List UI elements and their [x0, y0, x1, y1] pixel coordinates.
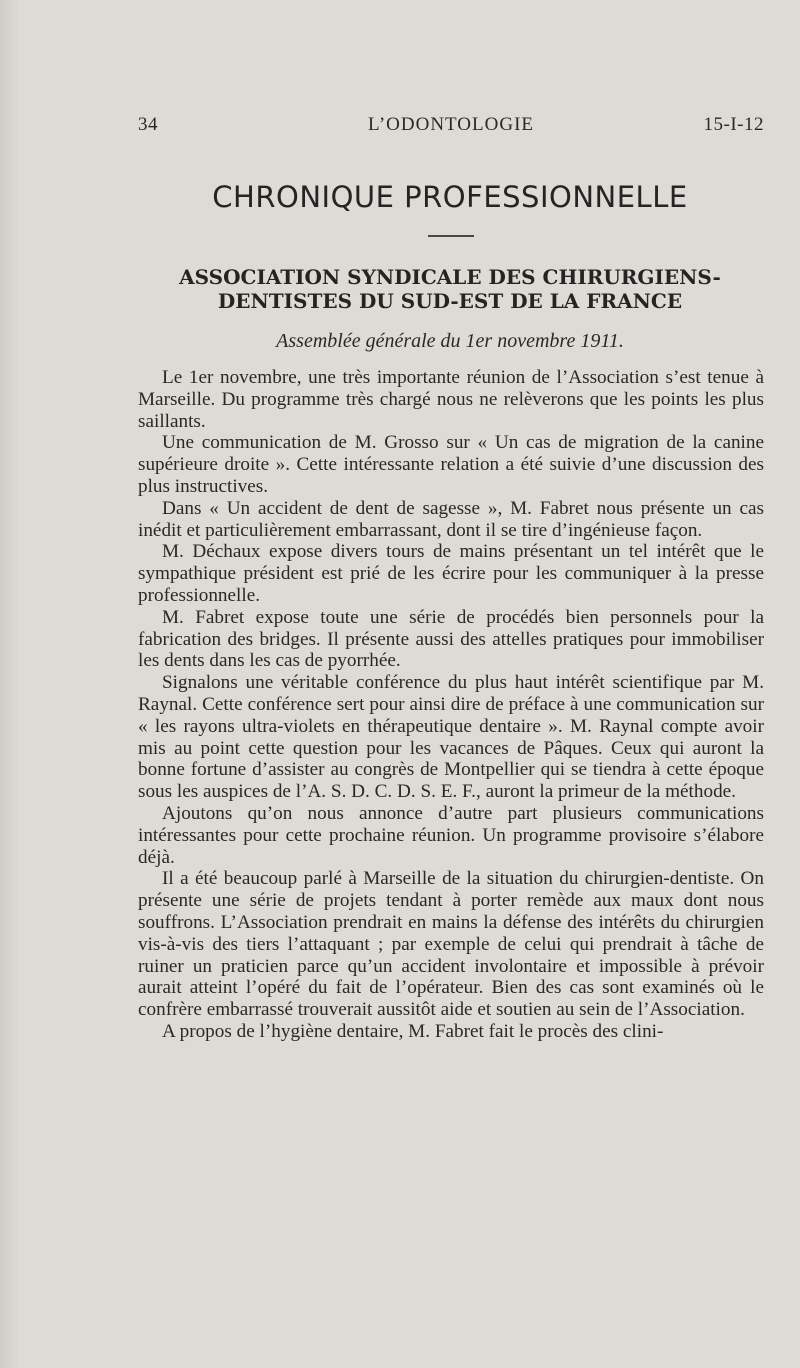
paragraph: Dans « Un accident de dent de sagesse », M. Fabret nous présente un cas inédit et particulièrement embarrassant, dont il se tire d’ingénieuse façon. [138, 497, 764, 541]
article-heading [140, 265, 760, 313]
paragraph: M. Déchaux expose divers tours de mains présentant un tel intérêt que le sympathique président est prié de les écrire pour les communiquer à la presse professionnelle. [138, 541, 764, 606]
page-edge [0, 0, 20, 1368]
title-divider [428, 235, 474, 237]
paragraph: A propos de l’hygiène dentaire, M. Fabret fait le procès des clini- [162, 1020, 664, 1042]
article-subtitle: Assemblée générale du 1er novembre 1911. [276, 330, 624, 352]
paragraph: Une communication de M. Grosso sur « Un cas de migration de la canine supérieure droite ». Cette intéressante relation a été suivie d’une discussion des plus instructives. [138, 432, 764, 497]
section-title: CHRONIQUE PROFESSIONNELLE [212, 180, 688, 214]
paragraph: Le 1er novembre, une très importante réunion de l’Association s’est tenue à Marseille. Du programme très chargé nous ne relèverons que les points les plus saillants. [138, 367, 764, 432]
running-head [138, 114, 764, 140]
page-number: 34 [138, 114, 158, 135]
journal-title: L’ODONTOLOGIE [367, 114, 535, 135]
paragraph: Ajoutons qu’on nous annonce d’autre part plusieurs communications intéressantes pour cette prochaine réunion. Un programme provisoire s’élabore déjà. [138, 802, 764, 868]
article-body [138, 367, 764, 1043]
paragraph: Il a été beaucoup parlé à Marseille de la situation du chirurgien-dentiste. On présente une série de projets tendant à porter remède aux maux dont nous souffrons. L’Association prendrait en mains la défense des intérêts du chirurgien vis-à-vis des tiers l’attaquant ; par exemple de celui qui prendrait à tâche de ruiner un praticien parce qu’un accident involontaire et impossible à prévoir aurait atteint l’opéré du fait de l’opérateur. Bien des cas sont examinés où le confrère embarrassé trouverait aussitôt aide et soutien au sein de l’Association. [138, 868, 764, 1021]
paragraph: Signalons une véritable conférence du plus haut intérêt scientifique par M. Raynal. Cette conférence sert pour ainsi dire de préface à une communication sur « les rayons ultra-violets en thérapeutique dentaire ». M. Raynal compte avoir mis au point cette question pour les vacances de Pâques. Ceux qui auront la bonne fortune d’assister au congrès de Montpellier qui se tiendra à cette époque sous les auspices de l’A. S. D. C. D. S. E. F., auront la primeur de la méthode. [138, 672, 764, 803]
issue-date: 15-I-12 [703, 114, 764, 135]
article-heading-line-1: ASSOCIATION SYNDICALE DES CHIRURGIENS- [179, 265, 721, 289]
paragraph: M. Fabret expose toute une série de procédés bien personnels pour la fabrication des bridges. Il présente aussi des attelles pratiques pour immobiliser les dents dans les cas de pyorrhée. [138, 606, 764, 672]
article-heading-line-2: DENTISTES DU SUD-EST DE LA FRANCE [217, 289, 683, 313]
